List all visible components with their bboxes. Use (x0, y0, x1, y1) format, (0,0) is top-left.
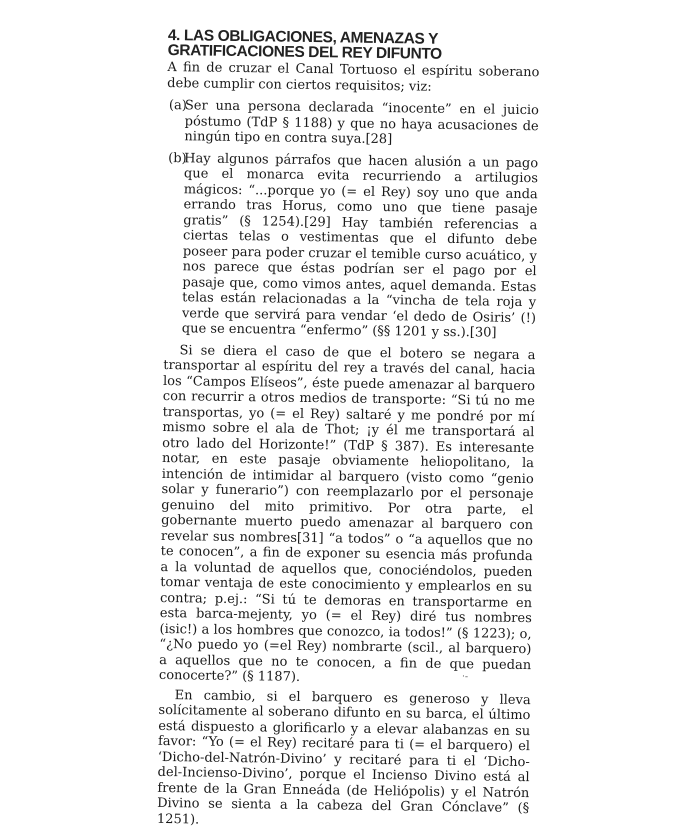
book-page (157, 28, 540, 836)
body-paragraph-threats: Si se diera el caso de que el botero se negara a transportar al espíritu del rey a través del canal, hacia los “Campos Elíseos”, éste puede amenazar al barquero con recurrir a otros medios de transporte: “Si tú no me transportas, yo (= el Rey) saltaré y me pondré por mí mismo sobre el ala de Thot; ¡y él me transportará al otro lado del Horizonte!” (TdP § 387). Es interesante notar, en este pasaje obviamente heliopolitano, la intención de intimidar al barquero (visto como “genio solar y funerario”) con reemplazarlo por el personaje genuino del mito primitivo. Por otra parte, el gobernante muerto puedo amenazar al barquero con revelar sus nombres[31] “a todos” o “a aquellos que no te conocen”, a fin de exponer su esencia más profunda a la voluntad de aquellos que, conociéndolos, pueden tomar ventaja de este conocimiento y emplearlos en su contra; p.ej.: “Si tú te demoras en transportarme en esta barca-mejenty, yo (= el Rey) diré tus nombres (isic!) a los hombres que conozco, ia todos!” (§ 1223); o, “¿No puedo yo (=el Rey) nombrarte (scil., al barquero) a aquellos que no te conocen, a fin de que puedan conocerte?” (§ 1187). (158, 342, 536, 685)
list-text-a: Ser una persona declarada “inocente” en el juicio póstumo (TdP § 1188) y que no haya acusaciones de ningún tipo en contra suya.[28] (184, 98, 539, 148)
list-marker-a: (a) (168, 98, 187, 114)
list-item-a (166, 98, 539, 150)
body-paragraph-rewards: En cambio, si el barquero es generoso y lleva solícitamente al soberano difunto en su barca, el último está dispuesto a glorificarlo y a elevar alabanzas en su favor: “Yo (= el Rey) recitaré para ti (= el barquero) el ‘Dicho-del-Natrón-Divino’ y recitaré para ti el ‘Dicho-del-Incienso-Divino’, porque el Incienso Divino está al frente de la Gran Enneáda (de Heliópolis) y el Natrón Divino se sienta a la cabeza del Gran Cónclave” (§ 1251). (156, 687, 531, 828)
intro-paragraph: A fin de cruzar el Canal Tortuoso el espíritu soberano debe cumplir con ciertos requisitos; viz: (167, 59, 540, 95)
page-mark: ·- (462, 672, 469, 682)
list-text-b: Hay algunos párrafos que hacen alusión a un pago que el monarca evita recurriendo a artilugios mágicos: “...porque yo (= el Rey) soy uno que anda errando tras Horus, como uno que tiene pasaje gratis” (§ 1254).[29] Hay también referencias a ciertas telas o vestimentas que el difunto debe poseer para poder cruzar el temible curso acuático, y nos parece que éstas podrían ser el pago por el pasaje que, como vimos antes, aquel demanda. Estas telas están relacionadas a la “vincha de tela roja y verde que servirá para vendar ‘el dedo de Osiris’ (!) que se encuentra “enfermo” (§§ 1201 y ss.).[30] (181, 150, 539, 341)
list-marker-b: (b) (168, 150, 187, 166)
section-heading: 4. LAS OBLIGACIONES, AMENAZAS Y GRATIFICACIONES DEL REY DIFUNTO (167, 27, 442, 63)
list-item-b (164, 150, 539, 341)
